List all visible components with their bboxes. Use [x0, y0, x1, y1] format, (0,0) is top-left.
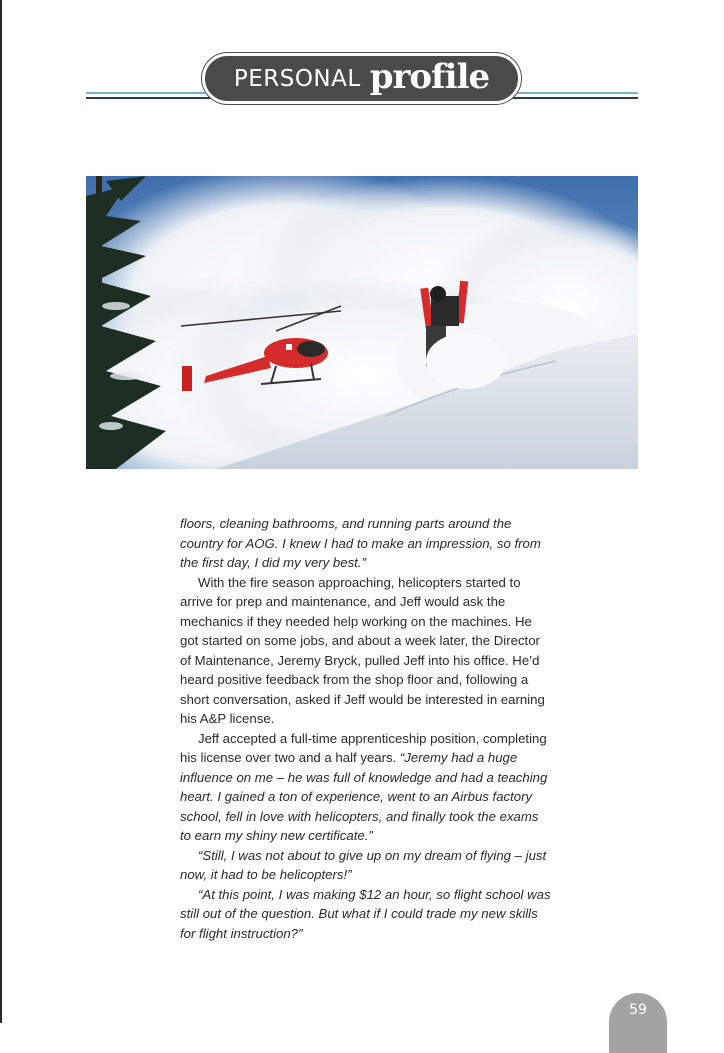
paragraph-1: floors, cleaning bathrooms, and running parts around the country for AOG. I knew I had to make an impression, so from the first day, I did my very best.”	[180, 516, 541, 570]
section-label-bold: profile	[369, 56, 490, 97]
article-photo	[86, 176, 638, 469]
paragraph-4: “Still, I was not about to give up on my dream of flying – just now, it had to be helicopters!”	[180, 847, 547, 882]
paragraph-3: Jeff accepted a full-time apprenticeship position, completing his license over two and a half years. “Jeremy had a huge influence on me – he was full of knowledge and had a teaching heart. I gained a ton of experience, went to an Airbus factory school, fell in love with helicopters, and finally took the exams to earn my shiny new certificate.”	[180, 730, 548, 843]
paragraph-2: With the fire season approaching, helicopters started to arrive for prep and maintenance, and Jeff would ask the mechanics if they needed help working on the machines. He got started on some jobs, and about a week later, the Director of Maintenance, Jeremy Bryck, pulled Jeff into his office. He’d heard positive feedback from the shop floor and, following a short conversation, asked if Jeff would be interested in earning his A&P license.	[180, 574, 545, 726]
section-header	[202, 53, 521, 104]
page-edge-rule	[0, 0, 2, 1023]
page-number: 59	[609, 993, 667, 1053]
paragraph-5: “At this point, I was making $12 an hour, so flight school was still out of the question. But what if I could trade my new skills for flight instruction?”	[180, 886, 551, 941]
article-body	[180, 514, 552, 943]
section-label-light: PERSONAL	[233, 65, 361, 92]
